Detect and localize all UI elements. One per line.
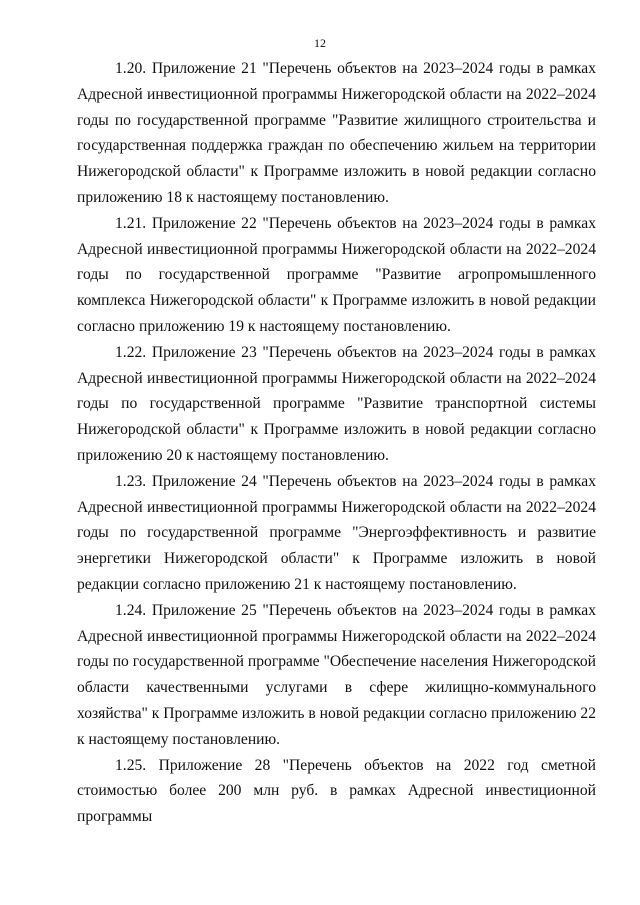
- paragraph-1-20: 1.20. Приложение 21 "Перечень объектов на 2023–2024 годы в рамках Адресной инвестиционной программы Нижегородской области на 2022–2024 годы по государственной программе "Развитие жилищного строительства и государственная поддержка граждан по обеспечению жильем на территории Нижегородской области" к Программе изложить в новой редакции согласно приложению 18 к настоящему постановлению.: [77, 60, 596, 206]
- paragraph-1-23: 1.23. Приложение 24 "Перечень объектов на 2023–2024 годы в рамках Адресной инвестиционной программы Нижегородской области на 2022–2024 годы по государственной программе "Энергоэффективность и развитие энергетики Нижегородской области" к Программе изложить в новой редакции согласно приложению 21 к настоящему постановлению.: [77, 472, 596, 593]
- page-number: 12: [314, 36, 326, 50]
- paragraph-1-24: 1.24. Приложение 25 "Перечень объектов на 2023–2024 годы в рамках Адресной инвестиционной программы Нижегородской области на 2022–2024 годы по государственной программе "Обеспечение населения Нижегородской области качественными услугами в сфере жилищно-коммунального хозяйства" к Программе изложить в новой редакции согласно приложению 22 к настоящему постановлению.: [77, 601, 596, 748]
- paragraph-1-22: 1.22. Приложение 23 "Перечень объектов на 2023–2024 годы в рамках Адресной инвестиционной программы Нижегородской области на 2022–2024 годы по государственной программе "Развитие транспортной системы Нижегородской области" к Программе изложить в новой редакции согласно приложению 20 к настоящему постановлению.: [77, 343, 596, 464]
- paragraph-1-25: 1.25. Приложение 28 "Перечень объектов на 2022 год сметной стоимостью более 200 млн руб. в рамках Адресной инвестиционной программы: [77, 756, 596, 826]
- paragraph-1-21: 1.21. Приложение 22 "Перечень объектов на 2023–2024 годы в рамках Адресной инвестиционной программы Нижегородской области на 2022–2024 годы по государственной программе "Развитие агропромышленного комплекса Нижегородской области" к Программе изложить в новой редакции согласно приложению 19 к настоящему постановлению.: [77, 214, 596, 335]
- document-body: [77, 56, 596, 830]
